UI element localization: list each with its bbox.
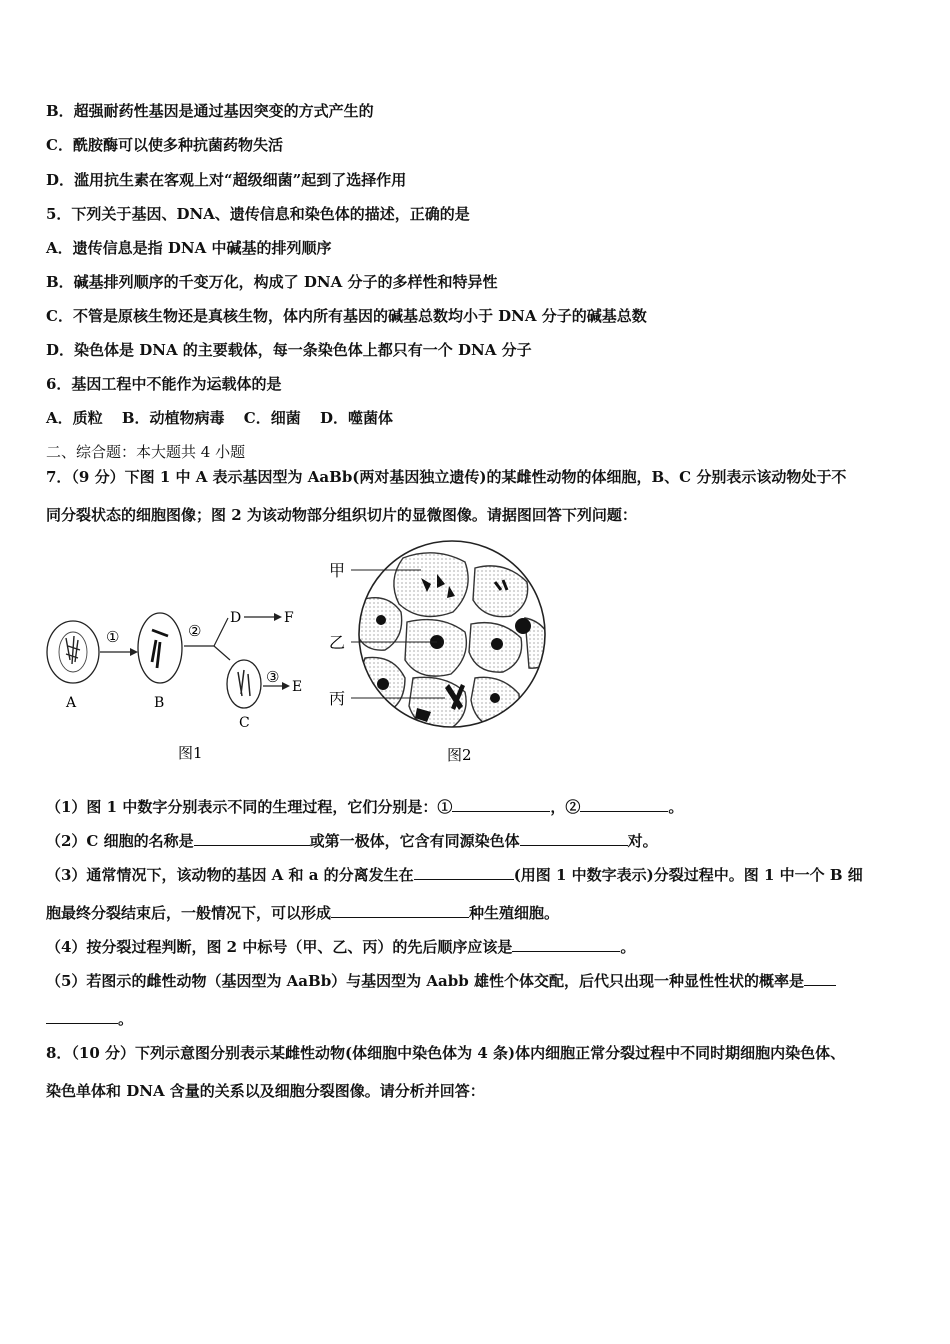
q5-option-a: A．遗传信息是指 DNA 中碱基的排列顺序 (46, 239, 332, 257)
label-bing: 丙 (329, 689, 346, 708)
q6-options (46, 408, 407, 428)
step-3: ③ (266, 668, 280, 686)
label-e: E (292, 679, 303, 695)
step-1: ① (106, 628, 120, 646)
q7-part3-line2: 胞最终分裂结束后，一般情况下，可以形成 种生殖细胞。 (46, 904, 560, 922)
q7-stem-line2: 同分裂状态的细胞图像；图 2 为该动物部分组织切片的显微图像。请据图回答下列问题： (46, 506, 637, 524)
answer-blank-8a[interactable] (804, 971, 836, 986)
q5-option-b: B．碱基排列顺序的千变万化，构成了 DNA 分子的多样性和特异性 (46, 273, 498, 291)
q6-option-a: A．质粒 (46, 409, 103, 427)
answer-blank-4[interactable] (520, 831, 628, 846)
micrograph (355, 538, 555, 738)
q7-part3-line1: （3）通常情况下，该动物的基因 A 和 a 的分离发生在 (用图 1 中数字表示)分裂过程中。图 1 中一个 B 细 (46, 866, 863, 884)
answer-blank-2[interactable] (580, 797, 668, 812)
q5-option-c: C．不管是原核生物还是真核生物，体内所有基因的碱基总数均小于 DNA 分子的碱基总数 (46, 307, 647, 325)
figure-1 (44, 590, 314, 770)
q4-option-b: B．超强耐药性基因是通过基因突变的方式产生的 (46, 102, 374, 120)
q8-stem-line1: 8．（10 分）下列示意图分别表示某雌性动物(体细胞中染色体为 4 条)体内细胞正常分裂过程中不同时期细胞内染色体、 (46, 1044, 846, 1062)
q7-part2: （2）C 细胞的名称是 或第一极体，它含有同源染色体 对。 (46, 832, 658, 850)
q5-stem: 5．下列关于基因、DNA、遗传信息和染色体的描述，正确的是 (46, 205, 470, 223)
q7-part1: （1）图 1 中数字分别表示不同的生理过程，它们分别是：① ，② 。 (46, 798, 684, 816)
q5-option-d: D．染色体是 DNA 的主要载体，每一条染色体上都只有一个 DNA 分子 (46, 341, 532, 359)
q6-option-b: B．动植物病毒 (121, 409, 225, 427)
step-2: ② (188, 622, 202, 640)
label-f: F (284, 610, 294, 626)
label-b: B (154, 695, 165, 711)
q7-part5-line2: 。 (46, 1009, 133, 1029)
answer-blank-1[interactable] (452, 797, 550, 812)
q4-option-d: D．滥用抗生素在客观上对“超级细菌”起到了选择作用 (46, 171, 407, 189)
q7-stem-line1: 7．（9 分）下图 1 中 A 表示基因型为 AaBb(两对基因独立遗传)的某雌性动物的体细胞，B、C 分别表示该动物处于不 (46, 468, 847, 486)
answer-blank-8b[interactable] (46, 1009, 118, 1024)
answer-blank-7[interactable] (512, 937, 620, 952)
label-a: A (66, 695, 77, 711)
q7-part4: （4）按分裂过程判断，图 2 中标号（甲、乙、丙）的先后顺序应该是 。 (46, 938, 636, 956)
figure-2-caption: 图2 (447, 746, 472, 764)
label-jia: 甲 (329, 561, 346, 580)
answer-blank-5[interactable] (414, 865, 514, 880)
q6-option-c: C．细菌 (243, 409, 301, 427)
q6-stem: 6．基因工程中不能作为运载体的是 (46, 375, 282, 393)
label-c: C (239, 715, 250, 731)
figure-2 (325, 538, 555, 770)
answer-blank-3[interactable] (194, 831, 310, 846)
label-yi: 乙 (329, 633, 346, 652)
q8-stem-line2: 染色单体和 DNA 含量的关系以及细胞分裂图像。请分析并回答： (46, 1082, 485, 1100)
q4-option-c: C．酰胺酶可以使多种抗菌药物失活 (46, 136, 283, 154)
figure-1-caption: 图1 (178, 744, 203, 762)
q7-part5-line1: （5）若图示的雌性动物（基因型为 AaBb）与基因型为 Aabb 雄性个体交配，后代只出现一种显性性状的概率是 (46, 971, 836, 991)
section-heading: 二、综合题：本大题共 4 小题 (46, 443, 246, 461)
answer-blank-6[interactable] (331, 903, 469, 918)
label-d: D (230, 610, 242, 626)
cell-c (227, 660, 261, 708)
q6-option-d: D．噬菌体 (319, 409, 393, 427)
